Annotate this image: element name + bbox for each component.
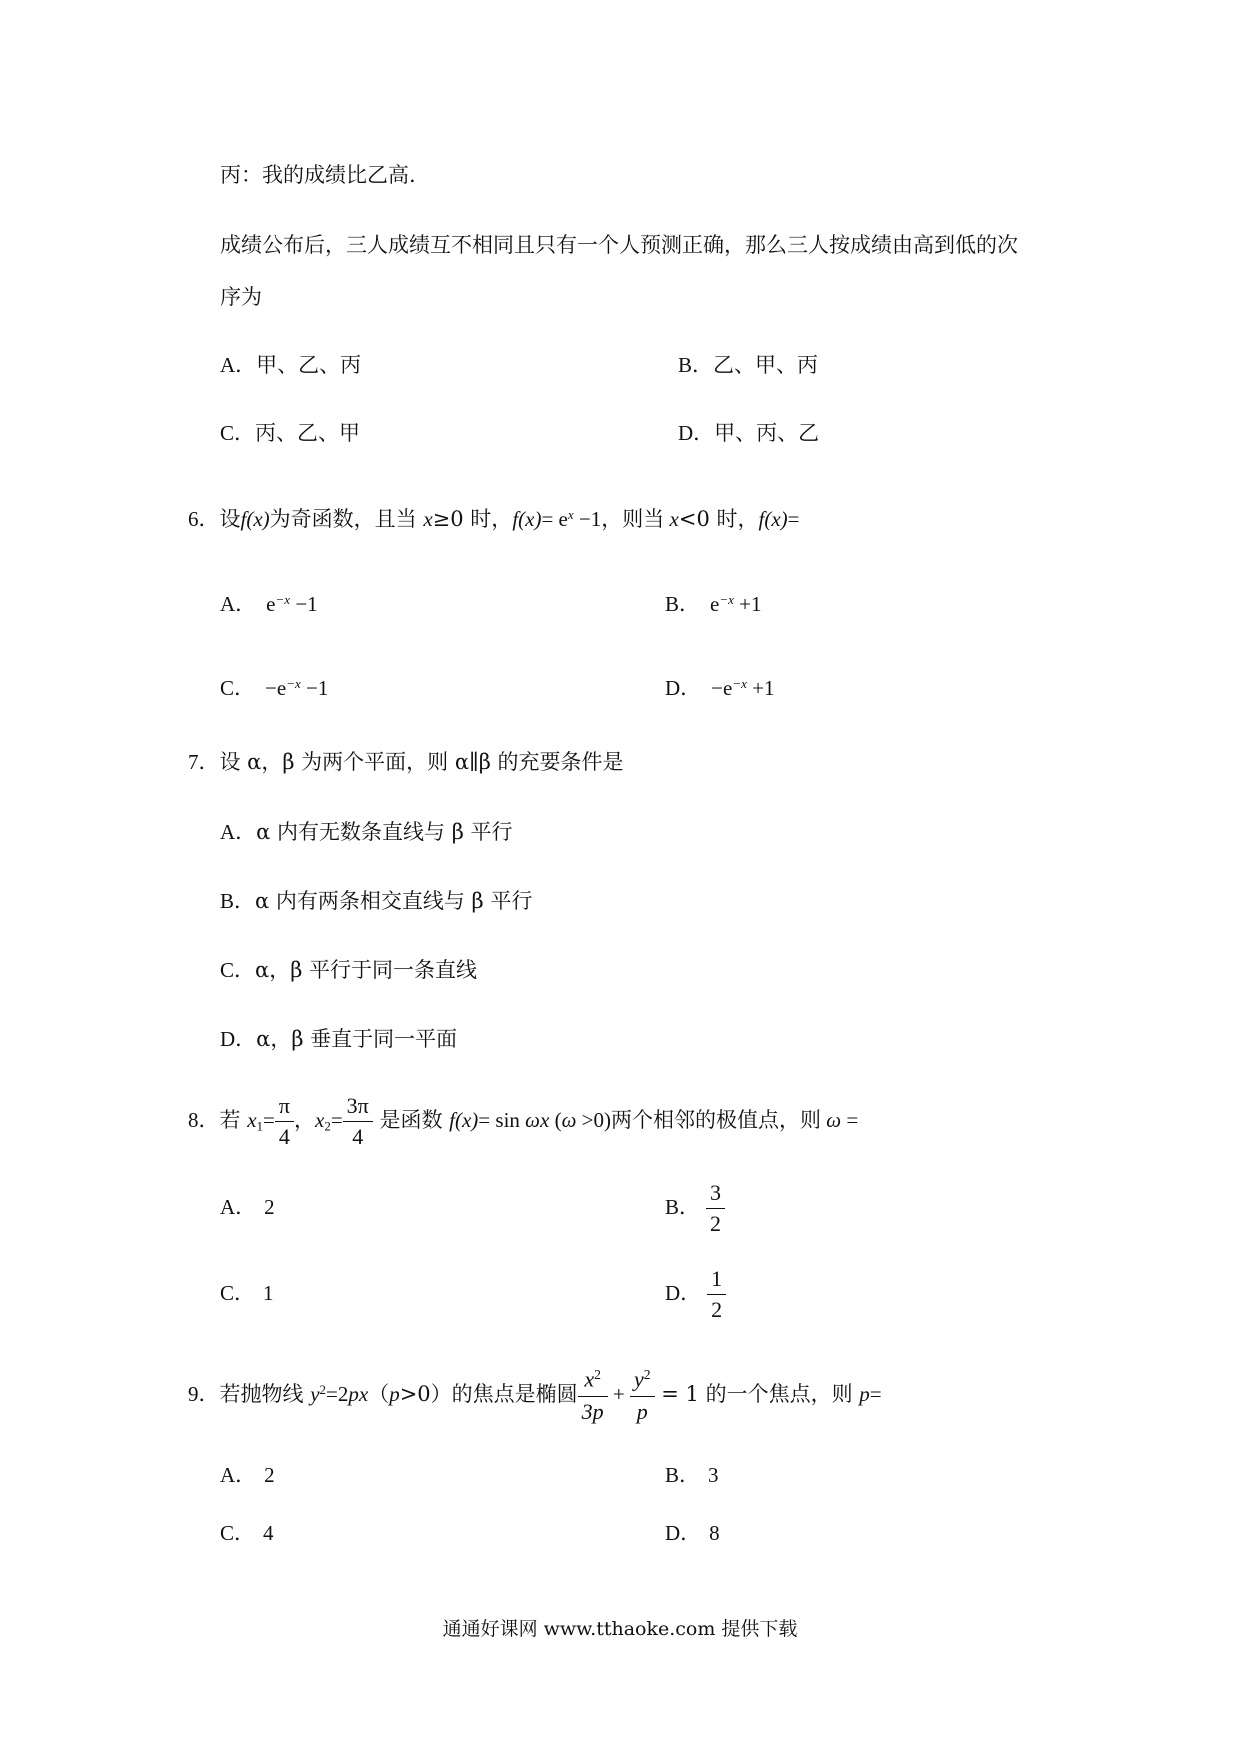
question-number: 9．: [188, 1382, 220, 1407]
q9-text: 若抛物线: [219, 1382, 311, 1407]
option-label: C．: [220, 958, 256, 982]
q8-option-a: [220, 1192, 275, 1222]
q6-func: f: [512, 507, 519, 532]
q9-text: （: [368, 1382, 390, 1407]
q6-text: = e: [541, 507, 568, 532]
q7-text: 设 α，β 为两个平面，则 α∥β 的充要条件是: [219, 750, 624, 774]
q7-option-c: [220, 955, 477, 985]
option-base: e: [266, 592, 276, 617]
question-number: 6．: [188, 507, 220, 532]
q8-stem: [188, 1093, 858, 1153]
fraction-denominator: p: [630, 1396, 655, 1423]
q7-option-d: [220, 1024, 457, 1054]
q8-omega: ω: [561, 1108, 577, 1132]
question-number: 7．: [188, 750, 220, 774]
q6-var: x: [423, 507, 433, 532]
q5-stem-line2: 序为: [220, 285, 262, 309]
q9-var: y: [634, 1366, 644, 1392]
option-exponent: −x: [732, 676, 747, 691]
option-label: D．: [665, 1281, 702, 1305]
option-text: 8: [709, 1521, 720, 1545]
q6-func: f: [240, 507, 247, 532]
q5-option-a: [220, 350, 361, 380]
fraction-numerator: π: [278, 1093, 290, 1118]
fraction-denominator: 3p: [578, 1396, 608, 1423]
q9-var: p: [859, 1382, 870, 1407]
q8-omega: ω: [525, 1108, 540, 1132]
q8-text: >0)两个相邻的极值点，则: [576, 1108, 827, 1132]
option-label: C．: [220, 676, 256, 701]
q6-var: x: [669, 507, 679, 532]
option-text: 1: [263, 1281, 274, 1305]
q6-text: <0 时，: [678, 507, 759, 532]
q9-stem: [188, 1360, 882, 1424]
option-exponent: −x: [719, 592, 734, 607]
q9-var: p: [389, 1382, 400, 1407]
option-label: A．: [220, 353, 257, 377]
q8-var: x: [539, 1108, 550, 1132]
q9-exponent: 2: [643, 1367, 651, 1383]
q7-option-a: [220, 817, 513, 847]
q8-var: x: [314, 1108, 325, 1132]
q9-option-a: [220, 1460, 275, 1490]
option-exponent: −x: [275, 592, 291, 607]
q8-option-b: [665, 1178, 725, 1236]
option-text: 甲、丙、乙: [714, 421, 820, 445]
option-label: B．: [665, 1195, 701, 1219]
option-label: D．: [220, 1027, 257, 1051]
q5-option-c: [220, 418, 360, 448]
fraction-numerator: 3: [710, 1180, 722, 1205]
option-fraction: [709, 1268, 724, 1321]
q5-stem-line1: 成绩公布后，三人成绩互不相同且只有一个人预测正确，那么三人按成绩由高到低的次: [220, 233, 1018, 257]
q9-var: x: [584, 1366, 595, 1392]
fraction-denominator: 2: [706, 1208, 725, 1235]
option-label: B．: [678, 353, 714, 377]
option-text: α 内有两条相交直线与 β 平行: [255, 889, 533, 913]
option-exponent: −x: [286, 676, 301, 691]
q6-option-b: [665, 585, 762, 619]
option-label: D．: [678, 421, 715, 445]
q9-var: px: [348, 1382, 369, 1407]
q8-text: = sin: [478, 1108, 526, 1132]
q9-option-c: [220, 1518, 274, 1548]
q6-option-d: [665, 669, 775, 703]
q8-text: ，: [293, 1108, 315, 1132]
option-text: 3: [708, 1463, 719, 1487]
option-label: D．: [665, 1521, 702, 1545]
q9-text: >0）的焦点是椭圆: [399, 1382, 578, 1407]
option-text: α，β 垂直于同一平面: [256, 1027, 458, 1051]
q8-text: =: [330, 1108, 343, 1132]
q9-ellipse-fraction-2: [632, 1368, 653, 1423]
q6-option-a: [220, 585, 318, 619]
q9-text: +: [607, 1382, 631, 1407]
q6-arg: (x): [764, 507, 788, 532]
q9-var: y: [310, 1382, 320, 1407]
q9-exponent: 2: [319, 1382, 327, 1397]
q8-subscript: 2: [324, 1118, 331, 1134]
option-base: −e: [265, 676, 287, 701]
q8-text: 若: [219, 1108, 248, 1132]
q6-arg: (x): [246, 507, 270, 532]
option-tail: −1: [300, 676, 329, 701]
option-tail: +1: [746, 676, 775, 701]
q5-statement-bing: 丙：我的成绩比乙高.: [220, 163, 416, 187]
q6-text: 设: [219, 507, 241, 532]
option-text: 2: [264, 1463, 275, 1487]
option-text: 4: [263, 1521, 274, 1545]
question-number: 8．: [188, 1108, 220, 1132]
q6-stem: [188, 500, 799, 534]
q6-option-c: [220, 669, 328, 703]
fraction-denominator: 4: [343, 1121, 373, 1148]
q9-option-b: [665, 1460, 719, 1490]
q9-ellipse-fraction-1: [580, 1368, 606, 1423]
q8-subscript: 1: [256, 1118, 264, 1134]
q6-func: f: [758, 507, 765, 532]
q6-text: ≥0 时，: [432, 507, 513, 532]
q8-omega: ω: [826, 1108, 842, 1132]
q9-option-d: [665, 1518, 720, 1548]
q8-arg: (x): [454, 1108, 479, 1132]
option-label: A．: [220, 592, 257, 617]
option-text: 2: [264, 1195, 275, 1219]
option-label: A．: [220, 1463, 257, 1487]
fraction-numerator: [632, 1368, 653, 1396]
q5-option-d: [678, 418, 819, 448]
q9-text: =: [869, 1382, 882, 1407]
q9-text: =2: [326, 1382, 349, 1407]
q7-option-b: [220, 886, 532, 916]
q9-text: = 1 的一个焦点，则: [654, 1382, 860, 1407]
option-base: −e: [711, 676, 733, 701]
option-label: C．: [220, 1521, 256, 1545]
option-text: α 内有无数条直线与 β 平行: [256, 820, 513, 844]
q8-text: (: [549, 1108, 562, 1132]
q8-option-d: [665, 1264, 726, 1322]
option-label: B．: [665, 1463, 701, 1487]
fraction-numerator: [582, 1368, 603, 1396]
q8-func: f: [449, 1108, 455, 1132]
fraction-denominator: 2: [707, 1294, 726, 1321]
page-footer: 通通好课网 www.tthaoke.com 提供下载: [442, 1618, 798, 1640]
option-label: A．: [220, 820, 257, 844]
option-label: B．: [220, 889, 256, 913]
q8-var: x: [247, 1108, 257, 1132]
option-label: A．: [220, 1195, 257, 1219]
option-label: D．: [665, 676, 702, 701]
q6-text: =: [787, 507, 800, 532]
option-text: α，β 平行于同一条直线: [255, 958, 478, 982]
q8-text: =: [841, 1108, 859, 1132]
option-text: 甲、乙、丙: [256, 353, 362, 377]
fraction-denominator: 4: [275, 1121, 294, 1148]
option-label: C．: [220, 1281, 256, 1305]
fraction-numerator: 1: [711, 1266, 723, 1291]
q6-exponent: x: [567, 507, 574, 522]
q6-text: 为奇函数，且当: [269, 507, 424, 532]
option-fraction: [708, 1182, 723, 1235]
q8-fraction-2: [345, 1095, 371, 1148]
option-tail: −1: [290, 592, 318, 617]
option-text: 乙、甲、丙: [713, 353, 819, 377]
option-base: e: [710, 592, 720, 617]
fraction-numerator: 3π: [346, 1093, 369, 1118]
q8-fraction-1: [277, 1095, 292, 1148]
q7-stem: [188, 747, 624, 777]
q5-option-b: [678, 350, 818, 380]
option-label: C．: [220, 421, 256, 445]
option-label: B．: [665, 592, 701, 617]
q6-arg: (x): [518, 507, 542, 532]
option-text: 丙、乙、甲: [255, 421, 361, 445]
q8-text: 是函数: [372, 1108, 450, 1132]
q8-option-c: [220, 1278, 274, 1308]
q9-exponent: 2: [594, 1367, 601, 1383]
q6-text: −1，则当: [573, 507, 670, 532]
option-tail: +1: [733, 592, 762, 617]
q8-text: =: [263, 1108, 275, 1132]
